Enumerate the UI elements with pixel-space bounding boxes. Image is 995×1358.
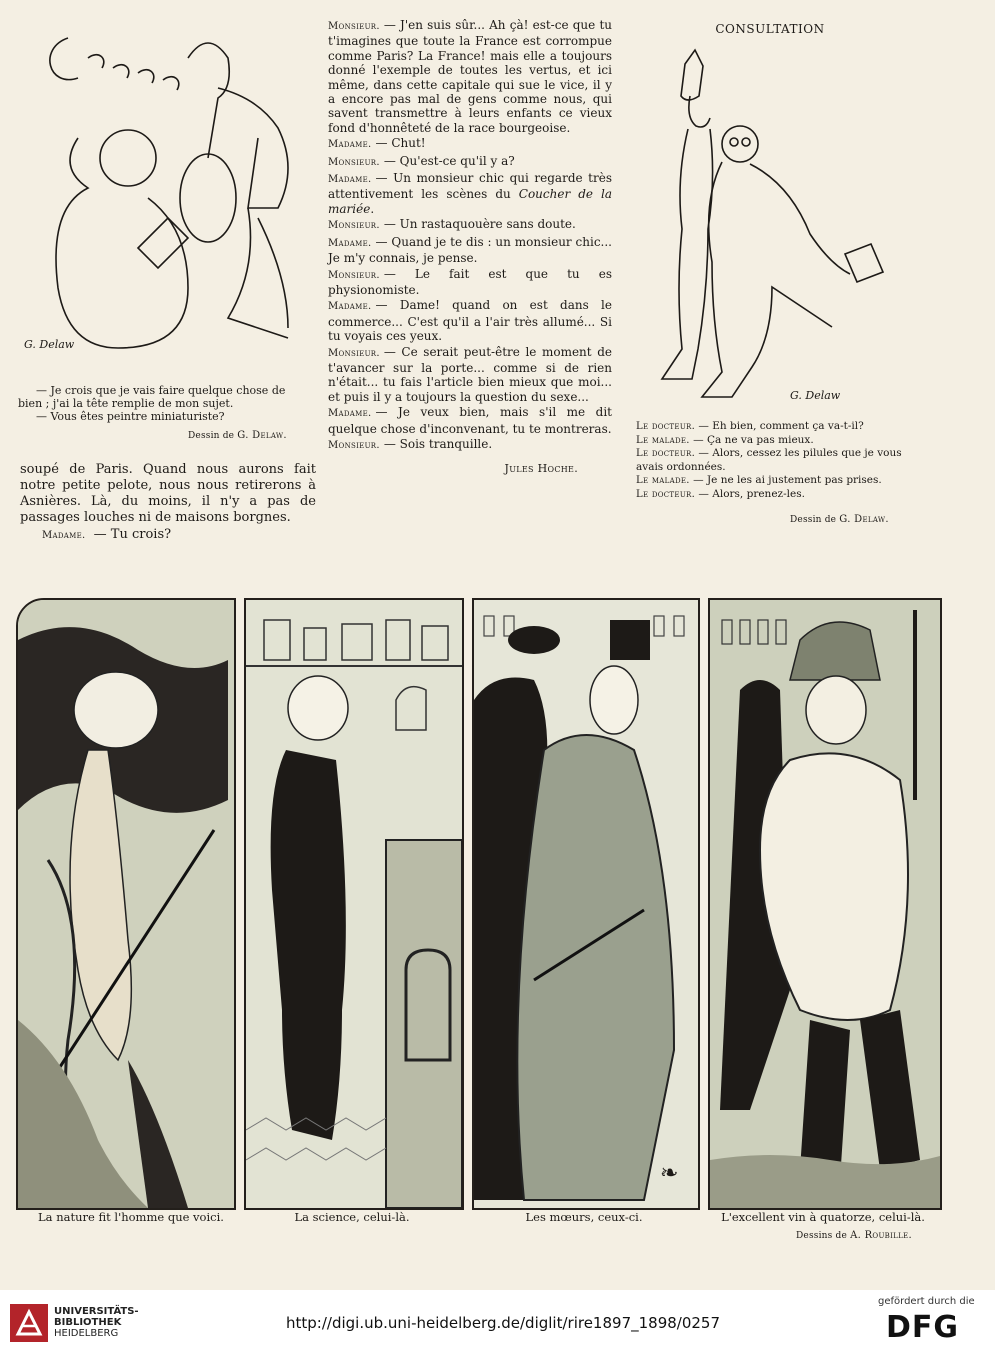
left-credit-name: G. Delaw. xyxy=(237,430,287,441)
speaker: Monsieur. xyxy=(328,269,380,281)
library-line-2: BIBLIOTHEK xyxy=(54,1317,122,1328)
speaker: Madame. xyxy=(328,174,372,186)
left-last-text: — Tu crois? xyxy=(93,527,172,542)
library-line-3: HEIDELBERG xyxy=(54,1328,119,1339)
speaker: Monsieur. xyxy=(328,439,380,451)
right-credit-name: G. Delaw. xyxy=(839,514,889,525)
dialogue-text: — Sois tranquille. xyxy=(383,436,493,451)
speaker: Le docteur. xyxy=(636,421,696,432)
speaker: Le docteur. xyxy=(636,488,696,500)
dialogue-text: — Le fait est que tu es physionomiste. xyxy=(328,266,612,297)
dialogue-line xyxy=(328,18,612,135)
dialogue-line xyxy=(328,405,612,436)
speaker: Madame. xyxy=(328,408,372,420)
right-dialogue-line xyxy=(614,434,914,448)
left-sketch-illustration xyxy=(18,18,314,363)
left-last-line xyxy=(20,527,316,544)
dialogue-text: — Je veux bien, mais s'il me dit quelque chose d'inconvenant, tu te montreras. xyxy=(328,405,612,436)
right-credit-prefix: Dessin de xyxy=(790,515,837,525)
speaker: Madame. xyxy=(328,237,372,249)
library-logo-icon xyxy=(10,1304,48,1342)
left-last-speaker: Madame. xyxy=(42,530,86,541)
dialogue-line xyxy=(328,235,612,266)
library-name xyxy=(54,1306,139,1339)
right-sketch-signature: G. Delaw xyxy=(790,389,841,402)
strip-panel-nature xyxy=(16,598,236,1210)
right-dialogue-line xyxy=(614,488,914,502)
left-caption-line-2: bien ; j'ai la tête remplie de mon sujet. xyxy=(18,397,234,410)
strip-credit-prefix: Dessins de xyxy=(796,1231,848,1241)
strip-panel-mores xyxy=(472,598,700,1210)
digitization-footer xyxy=(0,1290,995,1358)
speaker: Madame. xyxy=(328,139,372,151)
left-sketch-signature: G. Delaw xyxy=(24,338,75,351)
dialogue-text: — Ça ne va pas mieux. xyxy=(693,433,814,446)
strip-credit xyxy=(796,1230,946,1241)
strip-caption-mores: Les mœurs, ceux-ci. xyxy=(525,1210,643,1224)
strip-caption-science: La science, celui-là. xyxy=(294,1210,410,1224)
dialogue-text: — Ce serait peut-être le moment de t'avancer sur la porte... comme si de rien n'était... tu fais l'article bien mieux que moi... et puis il y a toujours la question du sexe... xyxy=(328,344,612,404)
dfg-logo: DFG xyxy=(886,1310,960,1345)
strip-panel-wine xyxy=(708,598,942,1210)
dialogue-text: — J'en suis sûr... Ah çà! est-ce que tu t'imagines que toute la France est corrompue comme Paris? La France! mais elle a toujours donné l'exemple de toutes les vertus, et ici même, dans cette capitale qui sue le vice, il y a encore pas mal de gens comme nous, qui savent transmettre à leurs enfants ce vieux fond d'honnêteté de la race bourgeoise. xyxy=(328,18,612,135)
dialogue-title-italic: Coucher de la mariée xyxy=(328,187,612,216)
dialogue-text: — Chut! xyxy=(375,136,426,151)
speaker: Le malade. xyxy=(636,475,690,486)
source-url-link[interactable]: http://digi.ub.uni-heidelberg.de/diglit/rire1897_1898/0257 xyxy=(286,1314,721,1332)
library-line-1: UNIVERSITÄTS- xyxy=(54,1306,139,1317)
speaker: Le malade. xyxy=(636,434,690,446)
dialogue-text: — Je ne les ai justement pas prises. xyxy=(693,474,882,486)
funded-by-label: gefördert durch die xyxy=(878,1296,975,1307)
speaker: Madame. xyxy=(328,301,372,313)
dialogue-text: — Alors, prenez-les. xyxy=(698,487,805,500)
right-dialogue-line xyxy=(614,474,914,488)
strip-caption-wine: L'excellent vin à quatorze, celui-là. xyxy=(721,1210,925,1224)
dialogue-text: — Qu'est-ce qu'il y a? xyxy=(383,153,515,168)
dialogue-text: — Alors, cessez les pilules que je vous avais ordonnées. xyxy=(636,447,902,473)
strip-credit-name: A. Roubille. xyxy=(850,1230,912,1241)
svg-text:❧: ❧ xyxy=(660,1161,679,1186)
dialogue-line xyxy=(328,136,612,152)
dialogue-text: — Un monsieur chic qui regarde très attentivement les scènes du xyxy=(328,171,612,202)
left-caption-line-3: — Vous êtes peintre miniaturiste? xyxy=(36,410,225,423)
right-title: CONSULTATION xyxy=(715,22,825,36)
dialogue-line xyxy=(328,154,612,170)
left-column-continuation xyxy=(20,462,316,545)
dialogue-line xyxy=(328,171,612,216)
middle-text-column xyxy=(328,18,612,478)
speaker: Monsieur. xyxy=(328,347,380,359)
speaker: Monsieur. xyxy=(328,220,380,232)
right-credit xyxy=(790,514,930,525)
author-signature xyxy=(328,461,612,476)
dialogue-text: — Eh bien, comment ça va-t-il? xyxy=(698,420,864,432)
right-dialogue-line xyxy=(614,420,914,434)
dialogue-text: — Quand je te dis : un monsieur chic... Je m'y connais, je pense. xyxy=(328,234,612,266)
speaker: Monsieur. xyxy=(328,156,380,168)
right-sketch-illustration xyxy=(630,44,920,404)
dialogue-line xyxy=(328,345,612,405)
speaker: Le docteur. xyxy=(636,448,696,459)
left-credit xyxy=(188,430,318,441)
author-name: Jules Hoche. xyxy=(504,462,578,476)
left-caption xyxy=(18,384,314,423)
left-cont-text: soupé de Paris. Quand nous aurons fait notre petite pelote, nous nous retirerons à Asnières. Là, du moins, il n'y a pas de passages louches ni de maisons borgnes. xyxy=(20,462,316,525)
dialogue-text: — Dame! quand on est dans le commerce... C'est qu'il a l'air très allumé... Si tu voyais ces yeux. xyxy=(328,298,612,344)
dialogue-text: — Un rastaquouère sans doute. xyxy=(383,217,576,232)
speaker: Monsieur. xyxy=(328,21,380,32)
strip-caption-nature: La nature fit l'homme que voici. xyxy=(38,1210,224,1224)
dialogue-line xyxy=(328,437,612,453)
left-credit-prefix: Dessin de xyxy=(188,431,235,441)
right-dialogue-line xyxy=(614,447,914,474)
dialogue-line xyxy=(328,217,612,233)
left-caption-line-1: — Je crois que je vais faire quelque chose de xyxy=(36,384,286,397)
dialogue-line xyxy=(328,298,612,343)
dialogue-text-after: . xyxy=(370,201,375,216)
strip-panel-science xyxy=(244,598,464,1210)
right-dialogue xyxy=(614,420,914,501)
dialogue-line xyxy=(328,267,612,298)
